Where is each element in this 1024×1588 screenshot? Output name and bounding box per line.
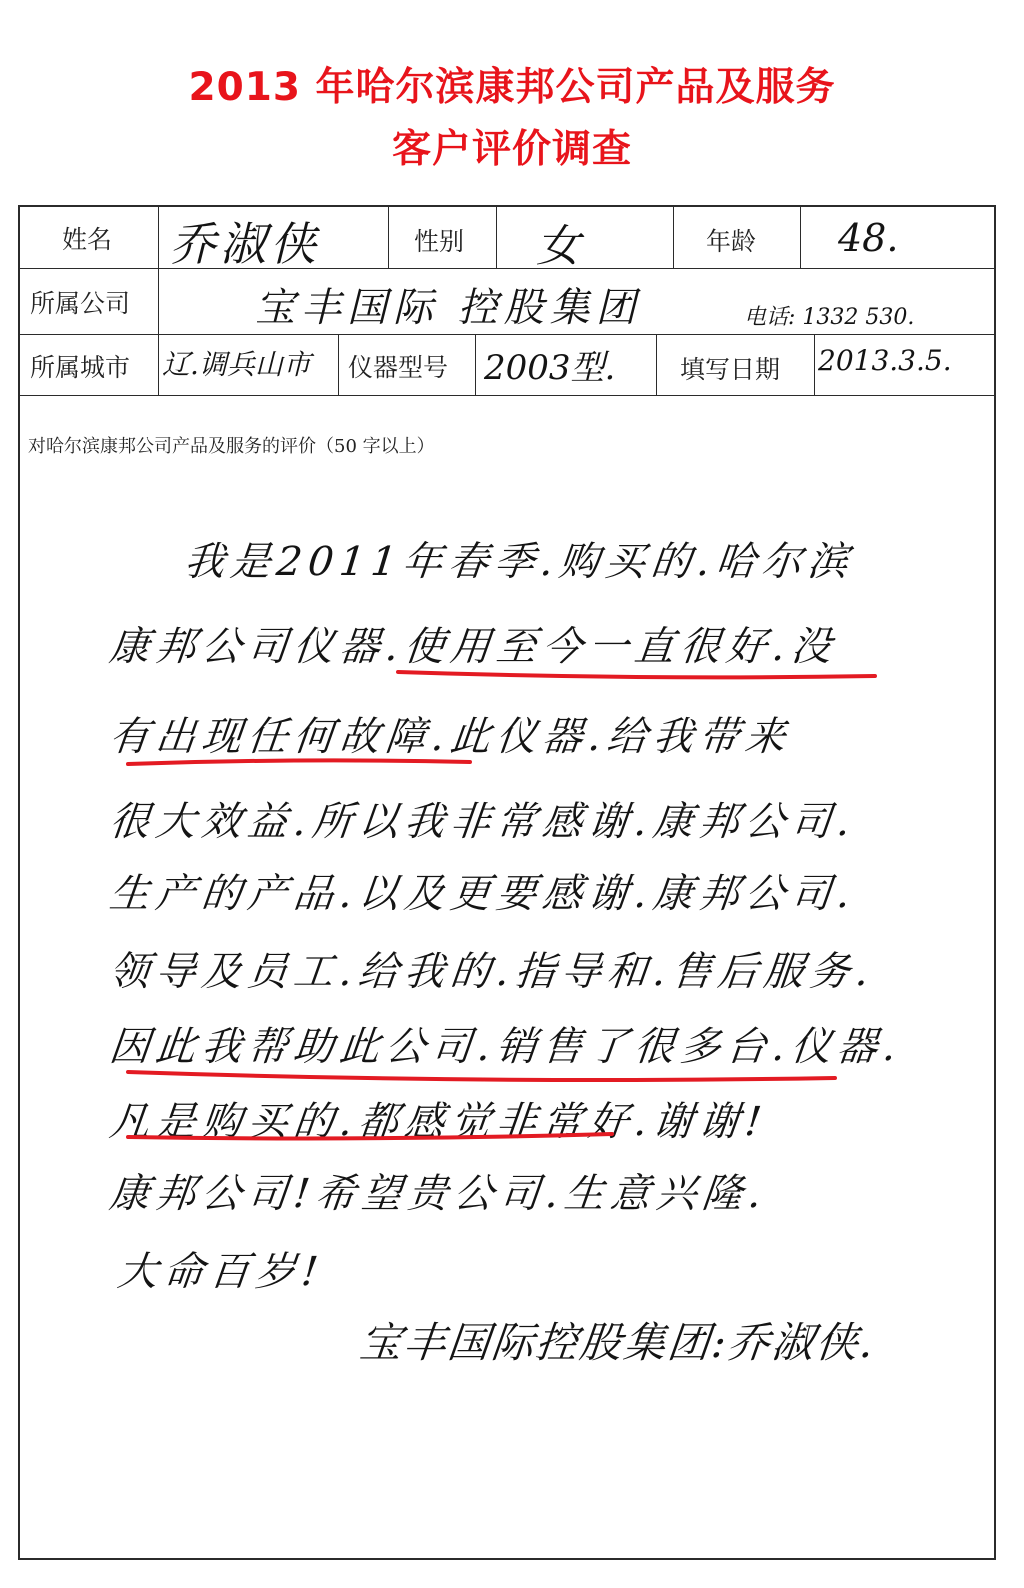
value-name: 乔淑侠 — [170, 217, 320, 271]
red-underline — [128, 1134, 612, 1138]
comment-line: 我是2011年春季.购买的.哈尔滨 — [182, 539, 857, 585]
comment-line: 因此我帮助此公司.销售了很多台.仪器. — [107, 1024, 905, 1070]
label-name: 姓名 — [62, 225, 113, 254]
value-phone: 电话: 1332 530. — [744, 305, 915, 330]
value-company: 宝丰国际 控股集团 — [255, 285, 642, 331]
label-gender: 性别 — [414, 227, 465, 256]
page-title: 2013 年哈尔滨康邦公司产品及服务 — [188, 65, 836, 110]
signature: 宝丰国际控股集团:乔淑侠. — [357, 1318, 878, 1367]
comment-line: 大命百岁! — [115, 1249, 327, 1295]
comment-line: 很大效益.所以我非常感谢.康邦公司. — [107, 799, 859, 845]
label-date: 填写日期 — [680, 355, 781, 384]
comment-line: 生产的产品.以及更要感谢.康邦公司. — [107, 871, 859, 917]
label-age: 年龄 — [706, 227, 757, 256]
label-city: 所属城市 — [30, 353, 131, 382]
label-company: 所属公司 — [30, 289, 131, 318]
comment-line: 凡是购买的.都感觉非常好.谢谢! — [107, 1099, 770, 1145]
value-gender: 女 — [536, 221, 580, 272]
red-underline — [128, 760, 470, 764]
red-underline — [398, 672, 875, 677]
value-age: 48. — [838, 216, 899, 260]
page-subtitle: 客户评价调查 — [391, 127, 632, 172]
label-model: 仪器型号 — [348, 353, 449, 382]
comment-line: 康邦公司仪器.使用至今一直很好.没 — [107, 624, 840, 670]
value-model: 2003型. — [484, 348, 616, 388]
comment-line: 有出现任何故障.此仪器.给我带来 — [107, 714, 794, 760]
evaluation-prompt: 对哈尔滨康邦公司产品及服务的评价（50 字以上） — [28, 436, 435, 457]
red-underline — [128, 1072, 835, 1080]
comment-line: 康邦公司!希望贵公司.生意兴隆. — [107, 1171, 770, 1217]
comment-line: 领导及员工.给我的.指导和.售后服务. — [107, 949, 877, 995]
value-city: 辽.调兵山市 — [162, 348, 311, 381]
value-date: 2013.3.5. — [818, 344, 952, 377]
